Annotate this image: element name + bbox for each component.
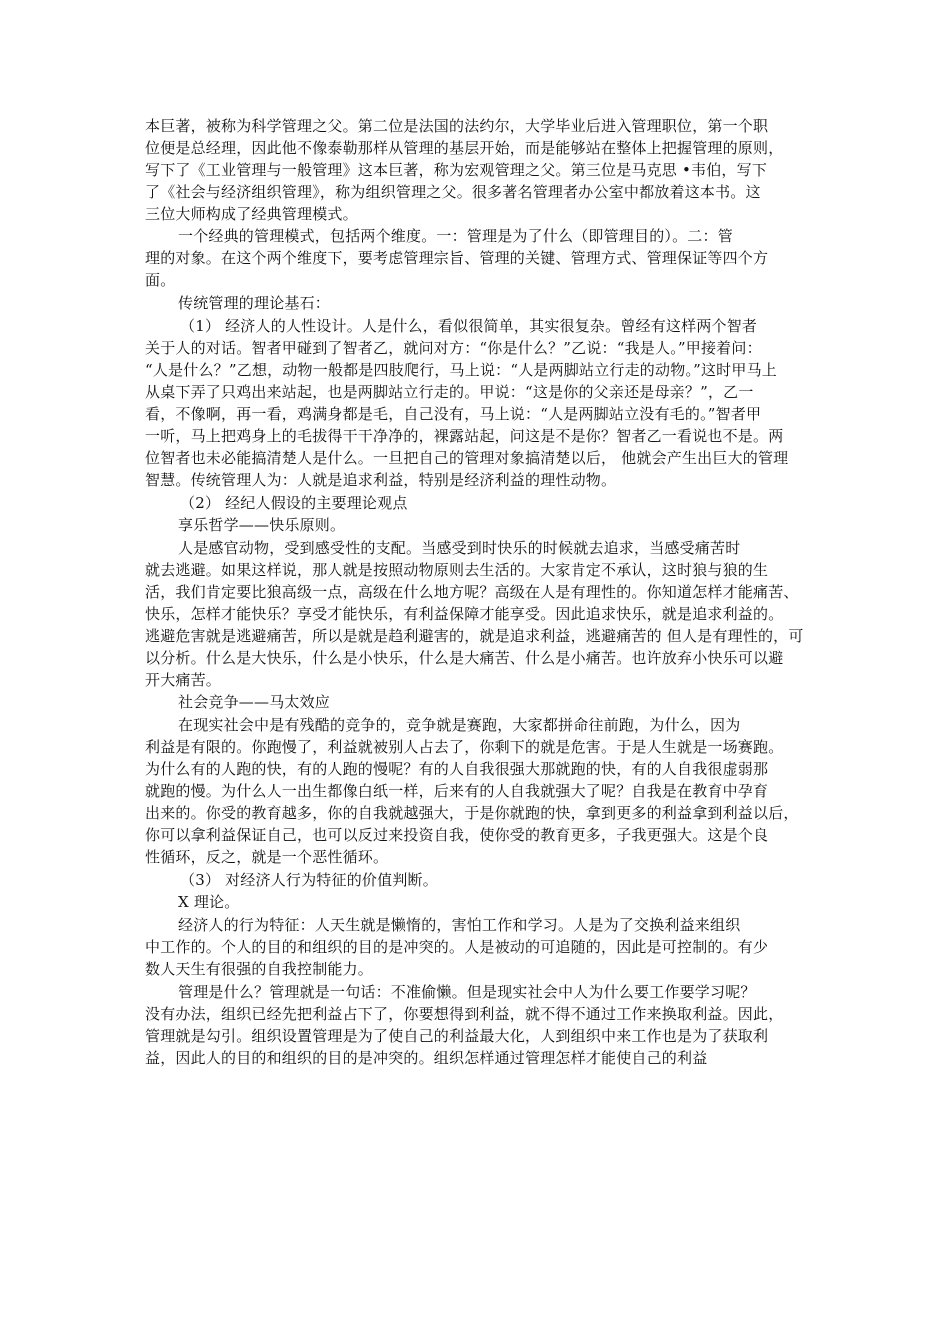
text-line: 逃避危害就是逃避痛苦，所以是就是趋利避害的，就是追求利益，逃避痛苦的 但人是有理性的，可 bbox=[145, 627, 804, 645]
text-line: 理的对象。在这个两个维度下，要考虑管理宗旨、管理的关键、管理方式、管理保证等四个方 bbox=[145, 249, 769, 267]
text-line: 位智者也未必能搞清楚人是什么。一旦把自己的管理对象搞清楚以后， 他就会产生出巨大的管理 bbox=[145, 449, 789, 467]
text-line: 活，我们肯定要比狼高级一点，高级在什么地方呢？高级在人是有理性的。你知道怎样才能痛苦、 bbox=[145, 583, 799, 601]
text-line: 关于人的对话。智者甲碰到了智者乙，就问对方：“你是什么？”乙说：“我是人。”甲接着问： bbox=[145, 339, 762, 357]
section-heading: （3） 对经济人行为特征的价值判断。 bbox=[180, 871, 438, 889]
text-line: 性循环，反之，就是一个恶性循环。 bbox=[145, 848, 389, 866]
section-heading: 社会竞争——马太效应 bbox=[178, 693, 331, 711]
text-line: 快乐，怎样才能快乐？享受才能快乐，有利益保障才能享受。因此追求快乐，就是追求利益的。 bbox=[145, 605, 784, 623]
text-line: 三位大师构成了经典管理模式。 bbox=[145, 205, 358, 223]
text-line: 一听，马上把鸡身上的毛拔得干干净净的，裸露站起，问这是不是你？智者乙一看说也不是。两 bbox=[145, 427, 784, 445]
text-line: 本巨著，被称为科学管理之父。第二位是法国的法约尔，大学毕业后进入管理职位，第一个职 bbox=[145, 117, 769, 135]
section-heading: （2） 经纪人假设的主要理论观点 bbox=[180, 494, 408, 512]
text-line: 写下了《工业管理与一般管理》这本巨著，称为宏观管理之父。第三位是马克思 •韦伯，写下 bbox=[145, 161, 768, 179]
text-line: 没有办法，组织已经先把利益占下了，你要想得到利益，就不得不通过工作来换取利益。因此， bbox=[145, 1005, 784, 1023]
text-line: 为什么有的人跑的快，有的人跑的慢呢？有的人自我很强大那就跑的快，有的人自我很虚弱那 bbox=[145, 760, 769, 778]
text-line: 了《社会与经济组织管理》，称为组织管理之父。很多著名管理者办公室中都放着这本书。这 bbox=[145, 183, 761, 201]
text-line: 以分析。什么是大快乐，什么是小快乐，什么是大痛苦、什么是小痛苦。也许放弃小快乐可以避 bbox=[145, 649, 784, 667]
section-heading: 享乐哲学——快乐原则。 bbox=[178, 516, 346, 534]
text-line: 中工作的。个人的目的和组织的目的是冲突的。人是被动的可追随的，因此是可控制的。有少 bbox=[145, 938, 769, 956]
text-line: 从桌下弄了只鸡出来站起，也是两脚站立行走的。甲说：“这是你的父亲还是母亲？”，乙一 bbox=[145, 383, 754, 401]
text-line: 面。 bbox=[145, 271, 176, 289]
text-line: 出来的。你受的教育越多，你的自我就越强大，于是你就跑的快，拿到更多的利益拿到利益以后， bbox=[145, 804, 799, 822]
text-line: 就跑的慢。为什么人一出生都像白纸一样，后来有的人自我就强大了呢？自我是在教育中孕育 bbox=[145, 782, 769, 800]
text-line: “人是什么？”乙想，动物一般都是四肢爬行，马上说：“人是两脚站立行走的动物。”这时甲马上 bbox=[145, 361, 777, 379]
text-line: 看，不像啊，再一看，鸡满身都是毛，自己没有，马上说：“人是两脚站立没有毛的。”智者甲 bbox=[145, 405, 762, 423]
text-line: 智慧。传统管理人为：人就是追求利益，特别是经济利益的理性动物。 bbox=[145, 471, 617, 489]
text-line: 就去逃避。如果这样说，那人就是按照动物原则去生活的。大家肯定不承认，这时狼与狼的生 bbox=[145, 561, 769, 579]
text-line: 在现实社会中是有残酷的竞争的，竞争就是赛跑，大家都拼命往前跑，为什么，因为 bbox=[178, 716, 741, 734]
text-line: 数人天生有很强的自我控制能力。 bbox=[145, 960, 374, 978]
section-heading: 传统管理的理论基石： bbox=[178, 294, 331, 312]
text-line: （1） 经济人的人性设计。人是什么，看似很简单，其实很复杂。曾经有这样两个智者 bbox=[180, 317, 758, 335]
text-line: 位便是总经理，因此他不像泰勒那样从管理的基层开始，而是能够站在整体上把握管理的原则， bbox=[145, 139, 784, 157]
text-line: 一个经典的管理模式，包括两个维度。一：管理是为了什么（即管理目的）。二：管 bbox=[178, 227, 733, 245]
section-heading: X 理论。 bbox=[178, 893, 240, 911]
text-line: 管理是什么？管理就是一句话：不准偷懒。但是现实社会中人为什么要工作要学习呢？ bbox=[178, 983, 756, 1001]
text-line: 管理就是勾引。组织设置管理是为了使自己的利益最大化，人到组织中来工作也是为了获取利 bbox=[145, 1027, 769, 1045]
text-line: 你可以拿利益保证自己，也可以反过来投资自我，使你受的教育更多，子我更强大。这是个良 bbox=[145, 826, 769, 844]
text-line: 益，因此人的目的和组织的目的是冲突的。组织怎样通过管理怎样才能使自己的利益 bbox=[145, 1049, 708, 1067]
text-line: 开大痛苦。 bbox=[145, 671, 222, 689]
text-line: 利益是有限的。你跑慢了，利益就被别人占去了，你剩下的就是危害。于是人生就是一场赛跑。 bbox=[145, 738, 784, 756]
text-line: 经济人的行为特征：人天生就是懒惰的，害怕工作和学习。人是为了交换利益来组织 bbox=[178, 916, 741, 934]
text-line: 人是感官动物，受到感受性的支配。当感受到时快乐的时候就去追求，当感受痛苦时 bbox=[178, 539, 741, 557]
